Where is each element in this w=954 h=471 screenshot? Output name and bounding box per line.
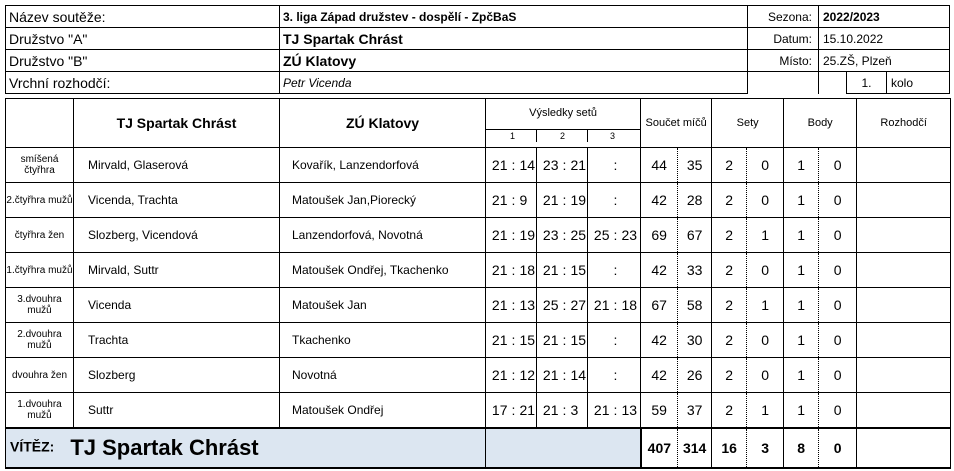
- referee-signature-cell[interactable]: [857, 288, 951, 323]
- points-a-cell: 59: [641, 393, 678, 429]
- body-a-cell: 1: [784, 323, 819, 358]
- set-divider: [587, 130, 588, 142]
- set1-colon: :: [510, 218, 518, 253]
- referee-signature-cell[interactable]: [857, 323, 951, 358]
- set3-colon: :: [612, 393, 620, 429]
- discipline-cell: 2.dvouhra mužů: [6, 323, 74, 358]
- sets-a-cell: 2: [712, 183, 747, 218]
- sets-b-cell: 1: [747, 288, 784, 323]
- points-a-cell: 42: [641, 323, 678, 358]
- total-sets-b: 3: [747, 428, 784, 468]
- team-a-players-cell[interactable]: Slozberg: [74, 358, 280, 393]
- set1-score-a[interactable]: 21: [486, 358, 510, 393]
- set3-colon: :: [612, 183, 620, 218]
- match-row: [6, 323, 951, 358]
- season-value[interactable]: 2022/2023: [819, 6, 950, 28]
- points-b-cell: 28: [678, 183, 712, 218]
- body-b-cell: 0: [819, 148, 857, 183]
- body-a-cell: 1: [784, 393, 819, 429]
- set3-score-a[interactable]: [588, 148, 612, 183]
- points-a-cell: 67: [641, 288, 678, 323]
- team-a-players-cell[interactable]: Vicenda, Trachta: [74, 183, 280, 218]
- winner-label: VÍTĚZ:: [10, 438, 55, 455]
- place-label: Místo:: [748, 50, 819, 72]
- discipline-cell: 3.dvouhra mužů: [6, 288, 74, 323]
- sets-a-cell: 2: [712, 148, 747, 183]
- team-b-label: Družstvo "B": [6, 50, 280, 72]
- set2-score-a[interactable]: 21: [537, 358, 561, 393]
- sets-b-cell: 1: [747, 393, 784, 429]
- round-label: kolo: [887, 72, 950, 94]
- sets-b-cell: 0: [747, 358, 784, 393]
- set2-colon: :: [561, 288, 569, 323]
- team-a-value[interactable]: TJ Spartak Chrást: [280, 28, 748, 50]
- team-b-players-cell[interactable]: Matoušek Jan,Piorecký: [280, 183, 486, 218]
- results-table: [5, 98, 951, 469]
- set2-score-b[interactable]: 21: [569, 148, 588, 183]
- winner-name: TJ Spartak Chrást: [70, 435, 259, 460]
- body-b-cell: 0: [819, 393, 857, 429]
- referee-signature-cell[interactable]: [857, 253, 951, 288]
- set1-score-a[interactable]: 21: [486, 288, 510, 323]
- set3-score-a[interactable]: 21: [588, 393, 612, 429]
- set-divider: [536, 130, 537, 142]
- points-a-cell: 42: [641, 358, 678, 393]
- team-a-players-cell[interactable]: Suttr: [74, 393, 280, 429]
- set3-score-a[interactable]: 25: [588, 218, 612, 253]
- winner-blank-cell: [486, 428, 641, 468]
- discipline-cell: dvouhra žen: [6, 358, 74, 393]
- sets-b-cell: 0: [747, 183, 784, 218]
- set3-score-b[interactable]: [620, 253, 641, 288]
- set1-colon: :: [510, 253, 518, 288]
- body-header: Body: [784, 99, 857, 148]
- points-a-cell: 44: [641, 148, 678, 183]
- referee-header: Rozhodčí: [857, 99, 951, 148]
- team-a-players-cell[interactable]: Vicenda: [74, 288, 280, 323]
- set1-score-b[interactable]: 14: [518, 148, 537, 183]
- set1-score-a[interactable]: 17: [486, 393, 510, 429]
- set-number-1: 1: [510, 131, 516, 141]
- set2-colon: :: [561, 148, 569, 183]
- team-b-value[interactable]: ZÚ Klatovy: [280, 50, 748, 72]
- set3-score-a[interactable]: 21: [588, 288, 612, 323]
- set3-score-a[interactable]: [588, 358, 612, 393]
- team-a-players-cell[interactable]: Mirvald, Suttr: [74, 253, 280, 288]
- team-b-players-cell[interactable]: Novotná: [280, 358, 486, 393]
- set1-colon: :: [510, 148, 518, 183]
- team-b-column-header: ZÚ Klatovy: [280, 99, 486, 148]
- date-label: Datum:: [748, 28, 819, 50]
- set2-score-a[interactable]: 21: [537, 183, 561, 218]
- set1-colon: :: [510, 358, 518, 393]
- match-row: [6, 253, 951, 288]
- total-body-a: 8: [784, 428, 819, 468]
- set3-colon: :: [612, 148, 620, 183]
- sets-a-cell: 2: [712, 253, 747, 288]
- set1-score-a[interactable]: 21: [486, 323, 510, 358]
- winner-row: [6, 428, 951, 468]
- set3-colon: :: [612, 358, 620, 393]
- team-b-players-cell[interactable]: Matoušek Ondřej: [280, 393, 486, 429]
- sets-header: Sety: [712, 99, 784, 148]
- team-a-players-cell[interactable]: Slozberg, Vicendová: [74, 218, 280, 253]
- body-a-cell: 1: [784, 253, 819, 288]
- body-b-cell: 0: [819, 183, 857, 218]
- body-a-cell: 1: [784, 148, 819, 183]
- header-spacer: [748, 72, 819, 94]
- season-label: Sezona:: [748, 6, 819, 28]
- set1-colon: :: [510, 183, 518, 218]
- sets-a-cell: 2: [712, 358, 747, 393]
- points-sum-header: Součet míčů: [641, 99, 712, 148]
- set1-score-b[interactable]: 13: [518, 288, 537, 323]
- set2-score-a[interactable]: 25: [537, 288, 561, 323]
- set2-score-b[interactable]: 25: [569, 218, 588, 253]
- match-row: [6, 288, 951, 323]
- body-b-cell: 0: [819, 253, 857, 288]
- sets-a-cell: 2: [712, 323, 747, 358]
- set2-score-b[interactable]: 3: [569, 393, 588, 429]
- set1-score-a[interactable]: 21: [486, 253, 510, 288]
- set2-score-a[interactable]: 21: [537, 323, 561, 358]
- set3-score-a[interactable]: [588, 323, 612, 358]
- set-results-label: Výsledky setů: [529, 107, 597, 119]
- points-b-cell: 30: [678, 323, 712, 358]
- points-b-cell: 26: [678, 358, 712, 393]
- team-b-players-cell[interactable]: Matoušek Jan: [280, 288, 486, 323]
- match-row: [6, 183, 951, 218]
- body-a-cell: 1: [784, 218, 819, 253]
- referee-signature-cell[interactable]: [857, 218, 951, 253]
- referee-signature-cell[interactable]: [857, 183, 951, 218]
- set2-score-a[interactable]: 23: [537, 218, 561, 253]
- set3-colon: :: [612, 253, 620, 288]
- sets-a-cell: 2: [712, 393, 747, 429]
- set1-score-b[interactable]: 18: [518, 253, 537, 288]
- set2-score-a[interactable]: 23: [537, 148, 561, 183]
- set-number-3: 3: [610, 131, 616, 141]
- points-b-cell: 35: [678, 148, 712, 183]
- team-b-players-cell[interactable]: Tkachenko: [280, 323, 486, 358]
- competition-label: Název soutěže:: [6, 6, 280, 28]
- body-b-cell: 0: [819, 288, 857, 323]
- referee-signature-cell[interactable]: [857, 393, 951, 429]
- set2-colon: :: [561, 218, 569, 253]
- set1-score-b[interactable]: 21: [518, 393, 537, 429]
- referee-signature-cell[interactable]: [857, 358, 951, 393]
- sets-a-cell: 2: [712, 218, 747, 253]
- set2-score-b[interactable]: 14: [569, 358, 588, 393]
- set2-colon: :: [561, 393, 569, 429]
- header-row-competition: [6, 6, 950, 28]
- points-b-cell: 33: [678, 253, 712, 288]
- set1-score-b[interactable]: 19: [518, 218, 537, 253]
- body-a-cell: 1: [784, 358, 819, 393]
- sets-b-cell: 0: [747, 148, 784, 183]
- header-row-referee: [6, 72, 950, 94]
- sets-a-cell: 2: [712, 288, 747, 323]
- discipline-header: [6, 99, 74, 148]
- set1-score-a[interactable]: 21: [486, 148, 510, 183]
- place-value[interactable]: 25.ZŠ, Plzeň: [819, 50, 950, 72]
- team-a-label: Družstvo "A": [6, 28, 280, 50]
- referee-value[interactable]: Petr Vicenda: [280, 72, 748, 94]
- sets-b-cell: 0: [747, 323, 784, 358]
- discipline-cell: 2.čtyřhra mužů: [6, 183, 74, 218]
- set-results-header: [486, 99, 641, 148]
- set3-score-b[interactable]: [620, 148, 641, 183]
- set3-score-b[interactable]: [620, 183, 641, 218]
- set1-score-b[interactable]: 9: [518, 183, 537, 218]
- set2-score-b[interactable]: 27: [569, 288, 588, 323]
- points-b-cell: 67: [678, 218, 712, 253]
- total-points-a: 407: [641, 428, 678, 468]
- points-a-cell: 69: [641, 218, 678, 253]
- set1-score-b[interactable]: 15: [518, 323, 537, 358]
- set2-colon: :: [561, 183, 569, 218]
- column-header-row: [6, 99, 951, 148]
- sets-b-cell: 1: [747, 218, 784, 253]
- team-b-players-cell[interactable]: Lanzendorfová, Novotná: [280, 218, 486, 253]
- body-a-cell: 1: [784, 288, 819, 323]
- set1-score-a[interactable]: 21: [486, 218, 510, 253]
- set2-colon: :: [561, 358, 569, 393]
- header-row-team-a: [6, 28, 950, 50]
- discipline-cell: 1.čtyřhra mužů: [6, 253, 74, 288]
- total-body-b: 0: [819, 428, 857, 468]
- set2-score-a[interactable]: 21: [537, 253, 561, 288]
- set3-score-a[interactable]: [588, 183, 612, 218]
- body-b-cell: 0: [819, 218, 857, 253]
- set1-colon: :: [510, 323, 518, 358]
- set3-score-b[interactable]: [620, 323, 641, 358]
- referee-label: Vrchní rozhodčí:: [6, 72, 280, 94]
- set2-score-b[interactable]: 15: [569, 323, 588, 358]
- round-number[interactable]: 1.: [847, 72, 887, 94]
- body-a-cell: 1: [784, 183, 819, 218]
- points-a-cell: 42: [641, 183, 678, 218]
- set2-score-a[interactable]: 21: [537, 393, 561, 429]
- discipline-cell: čtyřhra žen: [6, 218, 74, 253]
- match-row: [6, 393, 951, 429]
- team-b-players-cell[interactable]: Kovařík, Lanzendorfová: [280, 148, 486, 183]
- set-number-strip: [486, 129, 640, 142]
- set1-score-a[interactable]: 21: [486, 183, 510, 218]
- winner-cell: [6, 428, 486, 468]
- set3-colon: :: [612, 218, 620, 253]
- header-table: [5, 5, 950, 94]
- set1-score-b[interactable]: 12: [518, 358, 537, 393]
- points-b-cell: 37: [678, 393, 712, 429]
- discipline-cell: smíšená čtyřhra: [6, 148, 74, 183]
- match-row: [6, 148, 951, 183]
- set3-score-a[interactable]: [588, 253, 612, 288]
- body-b-cell: 0: [819, 358, 857, 393]
- team-b-players-cell[interactable]: Matoušek Ondřej, Tkachenko: [280, 253, 486, 288]
- match-row: [6, 358, 951, 393]
- team-a-column-header: TJ Spartak Chrást: [74, 99, 280, 148]
- set3-score-b[interactable]: [620, 358, 641, 393]
- discipline-cell: 1.dvouhra mužů: [6, 393, 74, 429]
- date-value[interactable]: 15.10.2022: [819, 28, 950, 50]
- header-row-team-b: [6, 50, 950, 72]
- set1-colon: :: [510, 288, 518, 323]
- set3-colon: :: [612, 323, 620, 358]
- total-points-b: 314: [678, 428, 712, 468]
- set2-score-b[interactable]: 15: [569, 253, 588, 288]
- match-row: [6, 218, 951, 253]
- set3-colon: :: [612, 288, 620, 323]
- set2-score-b[interactable]: 19: [569, 183, 588, 218]
- points-a-cell: 42: [641, 253, 678, 288]
- competition-value[interactable]: 3. liga Západ družstev - dospělí - ZpčBaS: [280, 6, 748, 28]
- referee-signature-cell[interactable]: [857, 148, 951, 183]
- total-referee-cell: [857, 428, 951, 468]
- set1-colon: :: [510, 393, 518, 429]
- set2-colon: :: [561, 253, 569, 288]
- set3-score-b[interactable]: 18: [620, 288, 641, 323]
- set3-score-b[interactable]: 23: [620, 218, 641, 253]
- total-sets-a: 16: [712, 428, 747, 468]
- header-spacer: [819, 72, 847, 94]
- team-a-players-cell[interactable]: Mirvald, Glaserová: [74, 148, 280, 183]
- body-b-cell: 0: [819, 323, 857, 358]
- points-b-cell: 58: [678, 288, 712, 323]
- set2-colon: :: [561, 323, 569, 358]
- team-a-players-cell[interactable]: Trachta: [74, 323, 280, 358]
- set3-score-b[interactable]: 13: [620, 393, 641, 429]
- sets-b-cell: 0: [747, 253, 784, 288]
- set-number-2: 2: [560, 131, 566, 141]
